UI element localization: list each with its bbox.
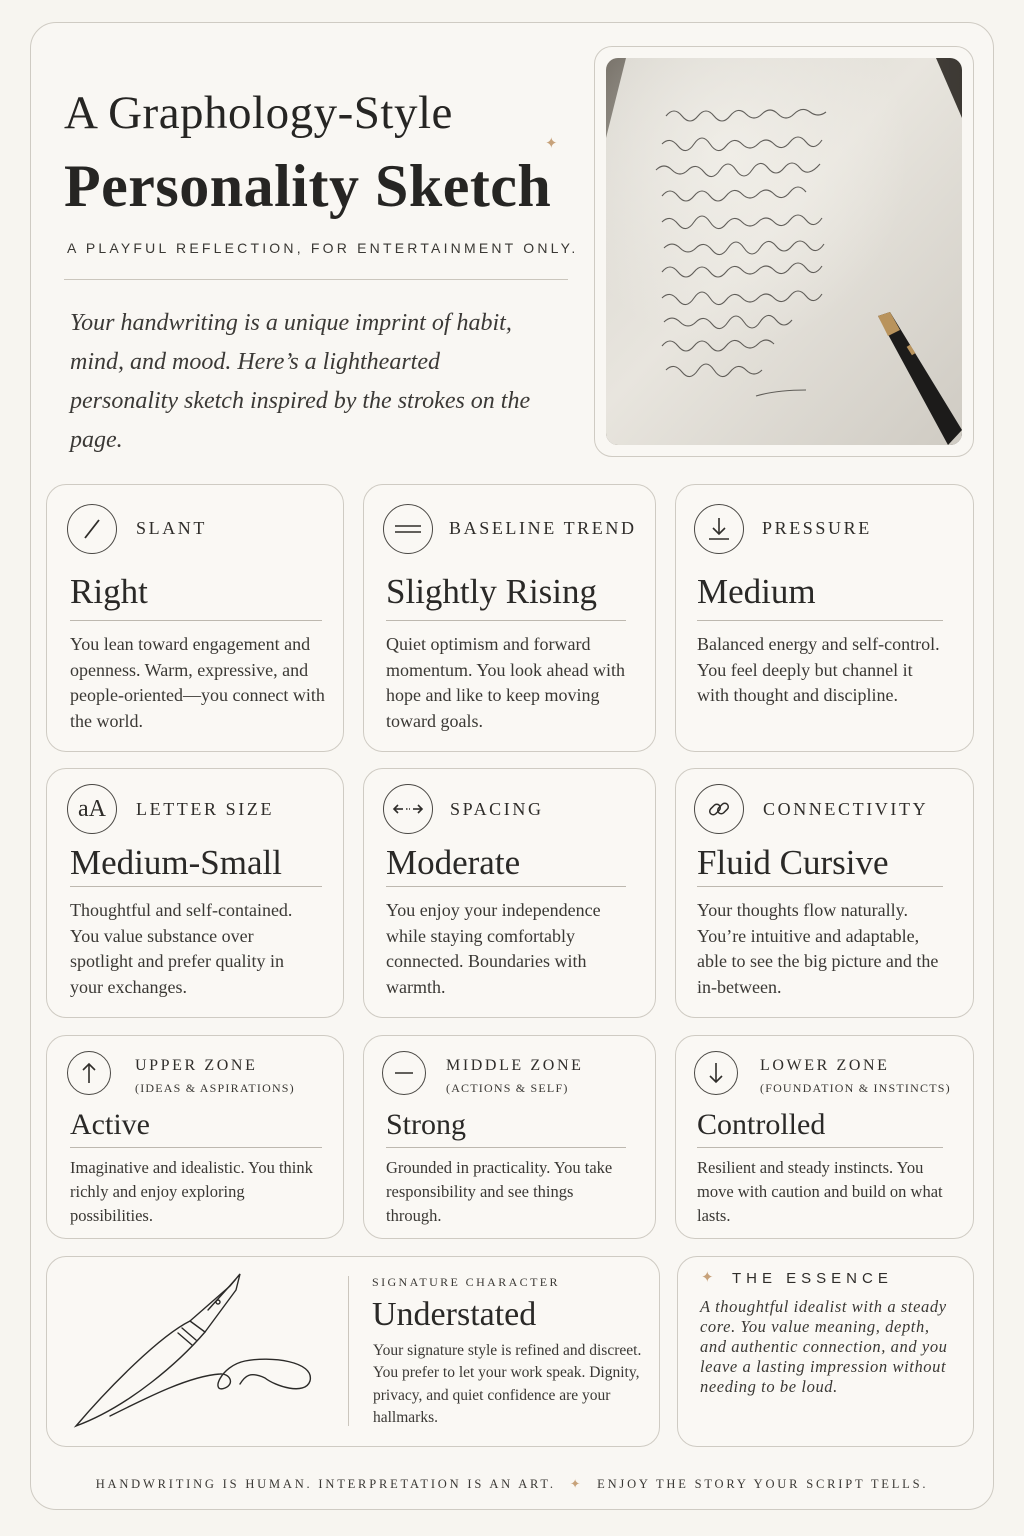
- card-value-upper-zone: Active: [70, 1108, 150, 1141]
- arrow-down-to-line-icon: [694, 504, 744, 554]
- card-value-letter-size: Medium-Small: [70, 843, 282, 882]
- card-divider: [386, 1147, 626, 1148]
- card-value-pressure: Medium: [697, 572, 816, 611]
- card-desc-upper-zone: Imaginative and idealistic. You think richly and enjoy exploring possibilities.: [70, 1158, 313, 1225]
- slash-icon: [67, 504, 117, 554]
- card-sub-upper-zone: (IDEAS & ASPIRATIONS): [135, 1081, 295, 1095]
- card-desc-letter-size: Thoughtful and self-contained. You value substance over spotlight and prefer quality in your exchanges.: [70, 900, 293, 997]
- card-label-middle-zone: MIDDLE ZONE: [446, 1057, 584, 1074]
- sparkle-icon: ✦: [701, 1270, 714, 1286]
- card-desc-spacing: You enjoy your independence while staying comfortably connected. Boundaries with warmth.: [386, 900, 601, 997]
- card-label-slant: SLANT: [136, 518, 207, 538]
- spacing-arrows-icon: [383, 784, 433, 834]
- card-value-slant: Right: [70, 572, 148, 611]
- card-desc-slant: You lean toward engagement and openness. Warm, expressive, and people-oriented—you connect with the world.: [70, 634, 325, 731]
- card-label-pressure: PRESSURE: [762, 518, 872, 538]
- title-line-1: A Graphology-Style: [64, 87, 453, 139]
- card-desc-pressure: Balanced energy and self-control. You feel deeply but channel it with thought and discipline.: [697, 634, 940, 705]
- card-divider: [386, 620, 626, 621]
- card-value-baseline: Slightly Rising: [386, 572, 598, 611]
- sparkle-icon: ✦: [569, 1477, 584, 1491]
- title-divider: [64, 279, 568, 280]
- intro-text: Your handwriting is a unique imprint of habit, mind, and mood. Here’s a lighthearted personality sketch inspired by the strokes on the page.: [70, 310, 531, 453]
- card-label-baseline: BASELINE TREND: [449, 518, 637, 538]
- signature-label: SIGNATURE CHARACTER: [372, 1275, 560, 1289]
- card-label-lower-zone: LOWER ZONE: [760, 1057, 890, 1074]
- signature-desc: Your signature style is refined and discreet. You prefer to let your work speak. Dignity, privacy, and quiet confidence are your hallmarks.: [373, 1342, 642, 1426]
- minus-icon: [382, 1051, 426, 1095]
- card-value-middle-zone: Strong: [386, 1108, 467, 1141]
- arrow-up-icon: [67, 1051, 111, 1095]
- card-divider: [70, 1147, 322, 1148]
- card-label-connectivity: CONNECTIVITY: [763, 799, 929, 819]
- essence-title: THE ESSENCE: [732, 1270, 893, 1287]
- double-line-icon: [383, 504, 433, 554]
- card-divider: [697, 620, 943, 621]
- card-divider: [697, 886, 943, 887]
- footer-right: ENJOY THE STORY YOUR SCRIPT TELLS.: [597, 1477, 929, 1491]
- card-sub-lower-zone: (FOUNDATION & INSTINCTS): [760, 1081, 951, 1095]
- card-sub-middle-zone: (ACTIONS & SELF): [446, 1081, 569, 1095]
- card-divider: [70, 620, 322, 621]
- link-icon: [694, 784, 744, 834]
- card-desc-middle-zone: Grounded in practicality. You take responsibility and see things through.: [386, 1158, 613, 1225]
- footer-left: HANDWRITING IS HUMAN. INTERPRETATION IS AN ART.: [95, 1477, 556, 1491]
- card-desc-lower-zone: Resilient and steady instincts. You move with caution and build on what lasts.: [697, 1158, 943, 1225]
- card-label-spacing: SPACING: [450, 799, 544, 819]
- card-label-upper-zone: UPPER ZONE: [135, 1057, 258, 1074]
- card-divider: [697, 1147, 943, 1148]
- footer: [0, 1476, 1024, 1492]
- arrow-down-icon: [694, 1051, 738, 1095]
- card-value-spacing: Moderate: [386, 843, 521, 882]
- card-divider: [386, 886, 626, 887]
- handwriting-photo: [606, 58, 962, 445]
- pen-signature-illustration: [70, 1266, 330, 1441]
- card-desc-connectivity: Your thoughts flow naturally. You’re intuitive and adaptable, able to see the big picture and the in-between.: [697, 900, 939, 997]
- signature-value: Understated: [372, 1296, 537, 1333]
- card-value-connectivity: Fluid Cursive: [697, 843, 889, 882]
- letter-size-icon: aA: [67, 784, 117, 834]
- essence-text: A thoughtful idealist with a steady core. You value meaning, depth, and authentic connection, and you leave a lasting impression without needing to be loud.: [700, 1297, 948, 1396]
- card-divider: [70, 886, 322, 887]
- card-value-lower-zone: Controlled: [697, 1108, 826, 1141]
- title-line-2: Personality Sketch: [64, 153, 552, 219]
- tagline: A PLAYFUL REFLECTION, FOR ENTERTAINMENT ONLY.: [67, 240, 579, 256]
- signature-divider: [348, 1276, 349, 1426]
- card-desc-baseline: Quiet optimism and forward momentum. You look ahead with hope and like to keep moving toward goals.: [386, 634, 625, 731]
- sparkle-icon: ✦: [545, 136, 558, 152]
- card-label-letter-size: LETTER SIZE: [136, 799, 275, 819]
